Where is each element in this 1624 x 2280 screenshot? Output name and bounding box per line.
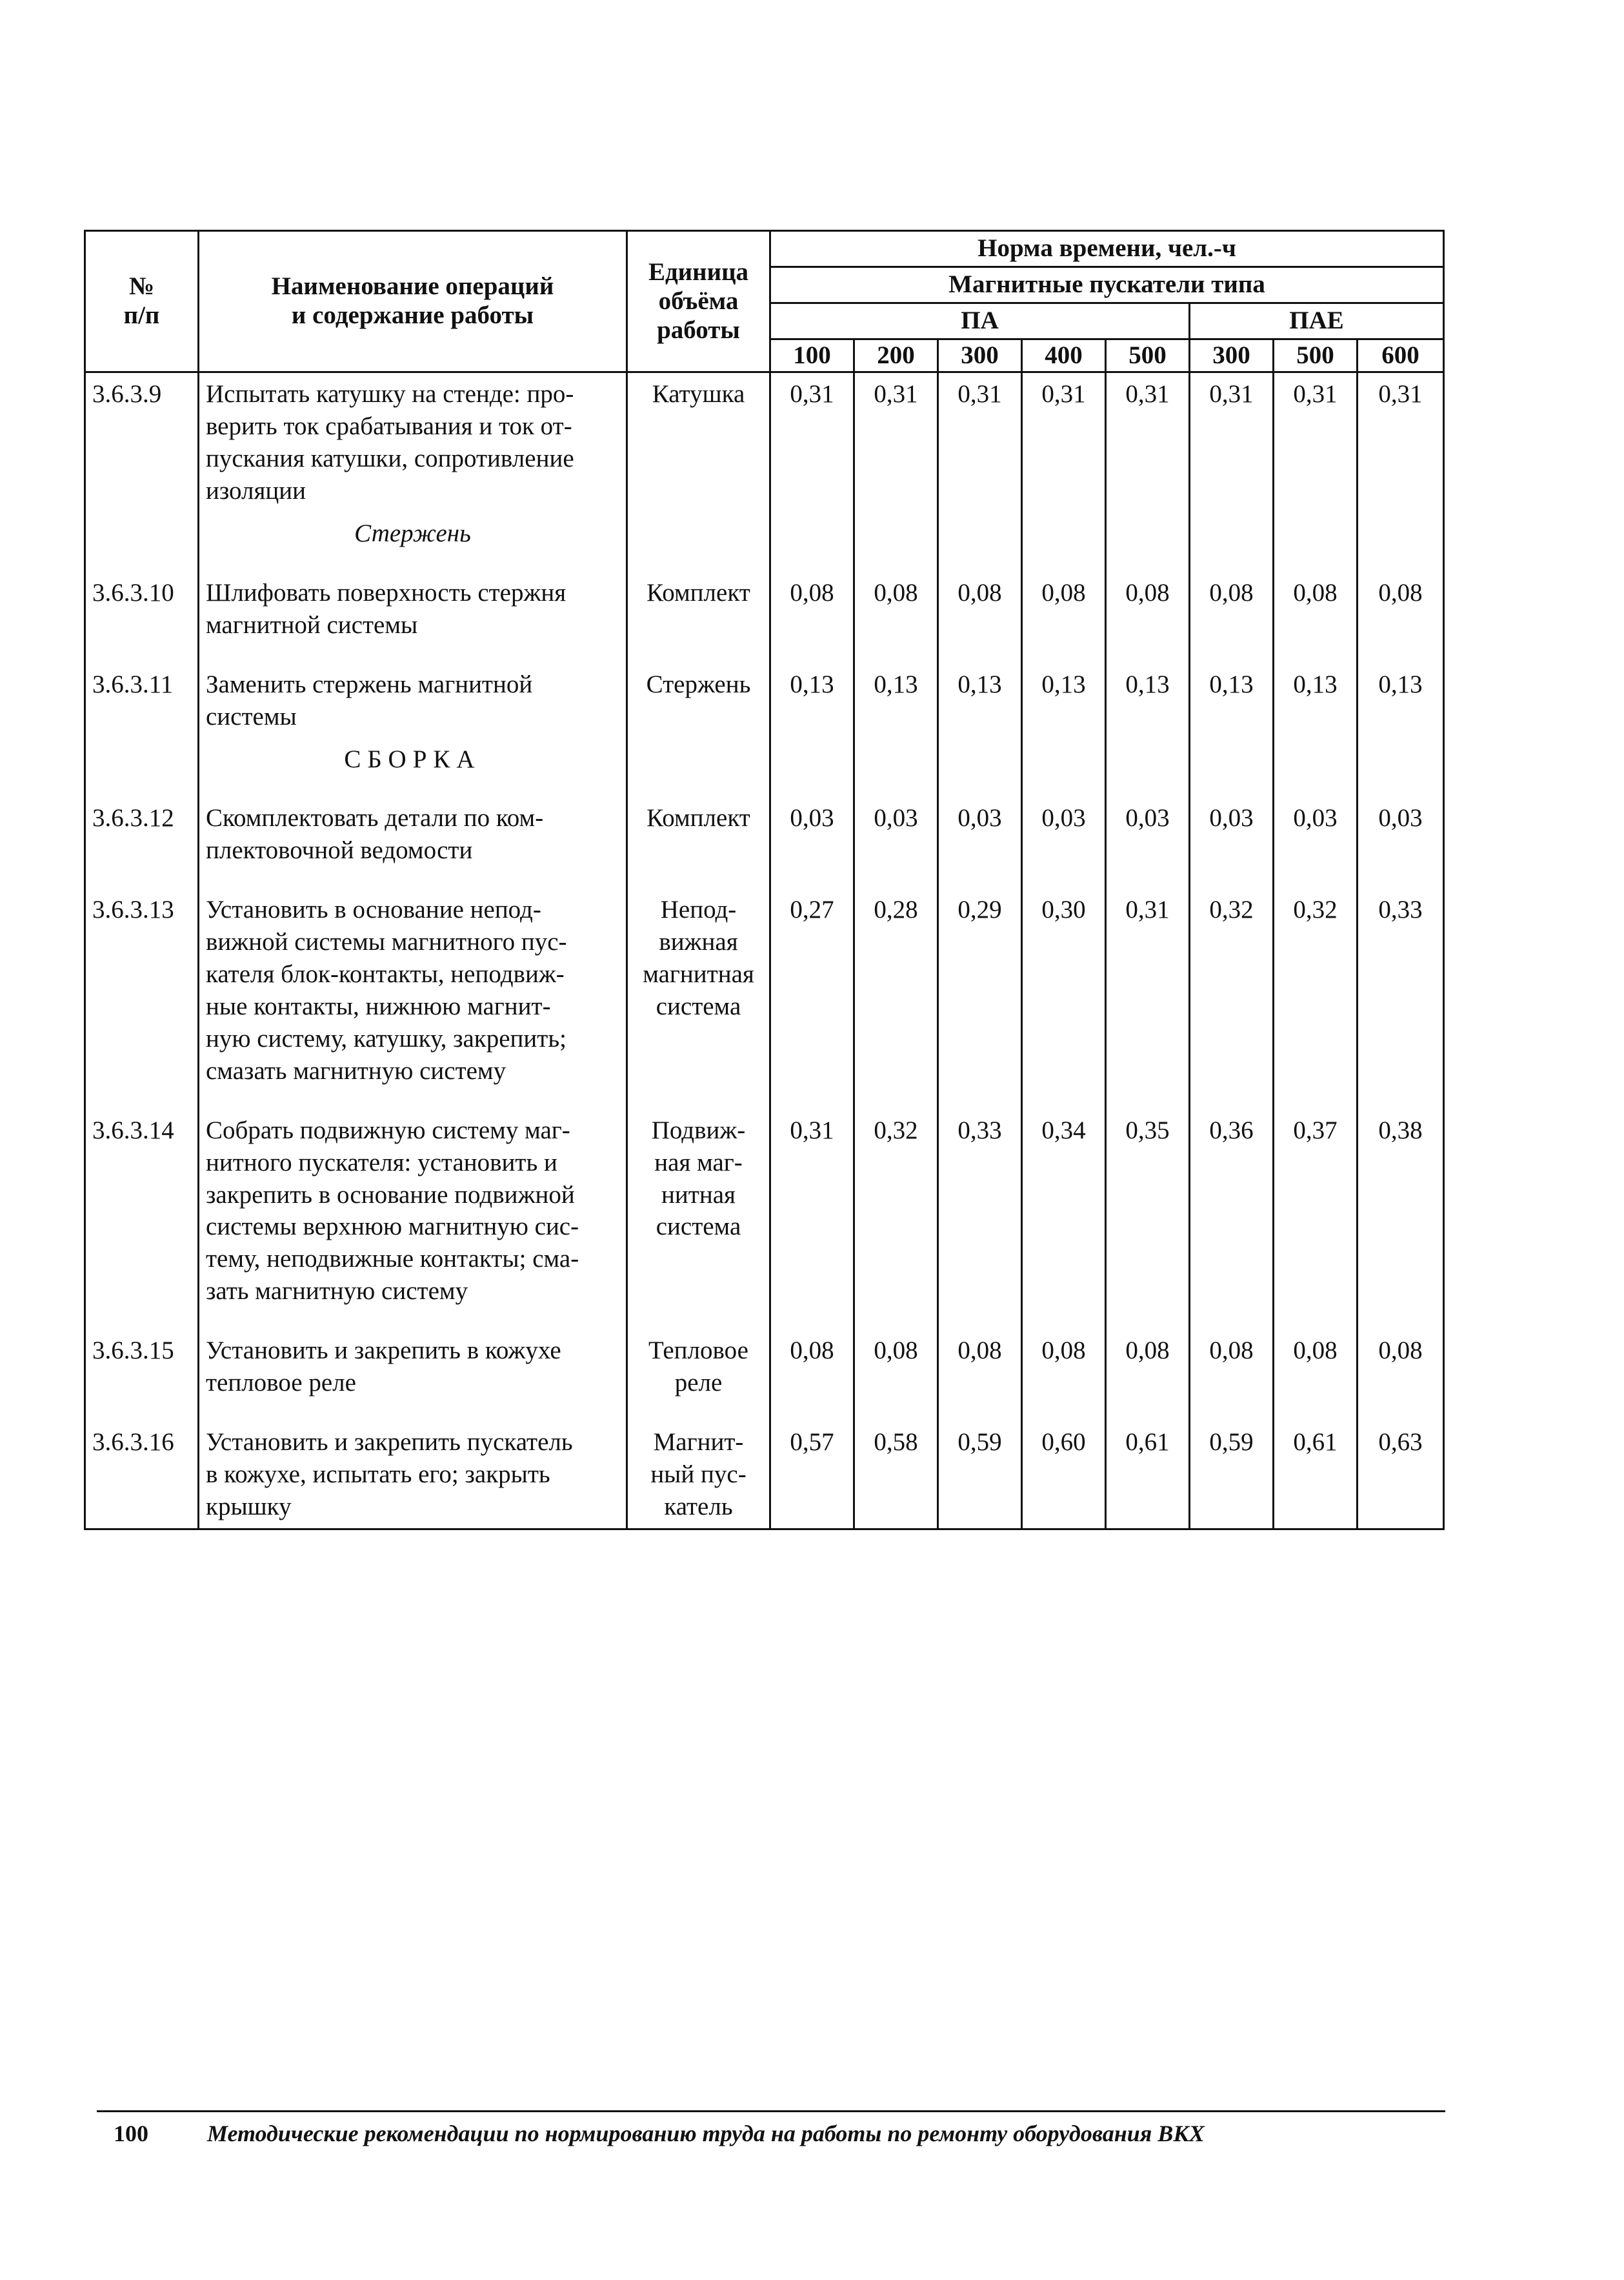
norm-value: 0,31: [1106, 372, 1190, 512]
empty-cell: [938, 512, 1022, 555]
norm-value: 0,03: [1190, 780, 1274, 872]
norm-value: 0,31: [938, 372, 1022, 512]
header-value-col: 200: [854, 339, 938, 372]
header-value-col: 500: [1106, 339, 1190, 372]
header-value-col: 100: [770, 339, 854, 372]
op-description: Шлифовать поверхность стержня магнитной системы: [199, 555, 627, 647]
empty-cell: [1358, 738, 1444, 781]
header-value-col: 400: [1022, 339, 1106, 372]
norm-value: 0,35: [1106, 1093, 1190, 1313]
op-unit: Непод- вижная магнитная система: [627, 872, 770, 1092]
header-norm: Норма времени, чел.-ч: [770, 231, 1444, 267]
norm-value: 0,03: [1358, 780, 1444, 872]
header-group-pa: ПА: [770, 303, 1190, 339]
norm-value: 0,13: [1190, 647, 1274, 738]
norm-value: 0,32: [854, 1093, 938, 1313]
norm-value: 0,63: [1358, 1404, 1444, 1529]
op-number: 3.6.3.14: [85, 1093, 199, 1313]
op-description: Заменить стержень магнитной системы: [199, 647, 627, 738]
norm-value: 0,08: [854, 1313, 938, 1404]
norm-value: 0,31: [770, 372, 854, 512]
norm-value: 0,08: [938, 555, 1022, 647]
norm-value: 0,31: [770, 1093, 854, 1313]
norm-value: 0,08: [770, 555, 854, 647]
norm-value: 0,08: [1190, 555, 1274, 647]
table-row: [85, 872, 1444, 1092]
op-unit: Катушка: [627, 372, 770, 512]
norm-value: 0,30: [1022, 872, 1106, 1092]
empty-cell: [1190, 738, 1274, 781]
norm-value: 0,08: [1358, 555, 1444, 647]
norm-value: 0,08: [770, 1313, 854, 1404]
op-unit: Подвиж- ная маг- нитная система: [627, 1093, 770, 1313]
norm-value: 0,32: [1274, 872, 1358, 1092]
op-description: Скомплектовать детали по ком- плектовочной ведомости: [199, 780, 627, 872]
norm-value: 0,38: [1358, 1093, 1444, 1313]
op-description: Установить и закрепить пускатель в кожухе, испытать его; закрыть крышку: [199, 1404, 627, 1529]
norm-value: 0,59: [1190, 1404, 1274, 1529]
empty-cell: [938, 738, 1022, 781]
table-row: [85, 1313, 1444, 1404]
header-value-col: 600: [1358, 339, 1444, 372]
section-title: СБОРКА: [199, 738, 627, 781]
footer-rule: [97, 2110, 1445, 2112]
norm-value: 0,60: [1022, 1404, 1106, 1529]
header-num: № п/п: [85, 231, 199, 372]
norm-value: 0,08: [1190, 1313, 1274, 1404]
empty-cell: [1190, 512, 1274, 555]
norm-value: 0,31: [1358, 372, 1444, 512]
table-row: [85, 1404, 1444, 1529]
norm-value: 0,08: [938, 1313, 1022, 1404]
op-number: 3.6.3.13: [85, 872, 199, 1092]
table-row: [85, 647, 1444, 738]
table-row: [85, 372, 1444, 512]
time-norms-table: [84, 230, 1445, 1530]
op-description: Установить и закрепить в кожухе тепловое реле: [199, 1313, 627, 1404]
header-name: Наименование операций и содержание работы: [199, 231, 627, 372]
header-group-pae: ПАЕ: [1190, 303, 1444, 339]
norm-value: 0,31: [854, 372, 938, 512]
norm-value: 0,31: [1022, 372, 1106, 512]
norm-value: 0,08: [1022, 555, 1106, 647]
norm-value: 0,13: [770, 647, 854, 738]
empty-cell: [1274, 512, 1358, 555]
empty-cell: [1106, 738, 1190, 781]
norm-value: 0,33: [1358, 872, 1444, 1092]
norm-value: 0,13: [1022, 647, 1106, 738]
norm-value: 0,13: [1106, 647, 1190, 738]
empty-cell: [1022, 512, 1106, 555]
norm-value: 0,13: [1274, 647, 1358, 738]
norm-value: 0,03: [1274, 780, 1358, 872]
norm-value: 0,03: [1106, 780, 1190, 872]
empty-cell: [1358, 512, 1444, 555]
empty-cell: [1022, 738, 1106, 781]
norm-value: 0,57: [770, 1404, 854, 1529]
norm-value: 0,08: [1106, 555, 1190, 647]
page-footer: [114, 2120, 1469, 2147]
op-number: 3.6.3.16: [85, 1404, 199, 1529]
norm-value: 0,34: [1022, 1093, 1106, 1313]
norm-value: 0,13: [854, 647, 938, 738]
empty-cell: [627, 738, 770, 781]
norm-value: 0,28: [854, 872, 938, 1092]
norm-value: 0,31: [1190, 372, 1274, 512]
section-row: [85, 738, 1444, 781]
norm-value: 0,03: [938, 780, 1022, 872]
op-unit: Стержень: [627, 647, 770, 738]
header-unit: Единица объёма работы: [627, 231, 770, 372]
header-value-col: 500: [1274, 339, 1358, 372]
section-num-cell: [85, 738, 199, 781]
norm-value: 0,59: [938, 1404, 1022, 1529]
op-number: 3.6.3.12: [85, 780, 199, 872]
empty-cell: [1106, 512, 1190, 555]
norm-value: 0,13: [1358, 647, 1444, 738]
op-number: 3.6.3.15: [85, 1313, 199, 1404]
table-row: [85, 555, 1444, 647]
header-value-col: 300: [938, 339, 1022, 372]
op-number: 3.6.3.10: [85, 555, 199, 647]
norm-value: 0,27: [770, 872, 854, 1092]
norm-value: 0,33: [938, 1093, 1022, 1313]
norm-value: 0,37: [1274, 1093, 1358, 1313]
table-body: [85, 372, 1444, 1529]
norm-value: 0,32: [1190, 872, 1274, 1092]
empty-cell: [1274, 738, 1358, 781]
empty-cell: [854, 512, 938, 555]
norm-value: 0,29: [938, 872, 1022, 1092]
op-description: Собрать подвижную систему маг- нитного пускателя: установить и закрепить в основание подвижной системы верхнюю магнитную сис- тему, неподвижные контакты; сма- зать магнитную систему: [199, 1093, 627, 1313]
norm-value: 0,36: [1190, 1093, 1274, 1313]
op-number: 3.6.3.11: [85, 647, 199, 738]
op-unit: Комплект: [627, 555, 770, 647]
footer-title: Методические рекомендации по нормированию труда на работы по ремонту оборудования ВКХ: [207, 2121, 1205, 2146]
op-unit: Тепловое реле: [627, 1313, 770, 1404]
empty-cell: [770, 738, 854, 781]
section-num-cell: [85, 512, 199, 555]
op-description: Испытать катушку на стенде: про- верить ток срабатывания и ток от- пускания катушки, сопротивление изоляции: [199, 372, 627, 512]
op-description: Установить в основание непод- вижной системы магнитного пус- кателя блок-контакты, неподвиж- ные контакты, нижнюю магнит- ную систему, катушку, закрепить; смазать магнитную систему: [199, 872, 627, 1092]
norm-value: 0,61: [1274, 1404, 1358, 1529]
op-unit: Магнит- ный пус- катель: [627, 1404, 770, 1529]
norm-value: 0,31: [1274, 372, 1358, 512]
page-number: 100: [114, 2121, 148, 2146]
table-header: [85, 231, 1444, 372]
header-starter-type: Магнитные пускатели типа: [770, 267, 1444, 303]
norm-value: 0,58: [854, 1404, 938, 1529]
norm-value: 0,61: [1106, 1404, 1190, 1529]
op-unit: Комплект: [627, 780, 770, 872]
norm-value: 0,03: [854, 780, 938, 872]
norm-value: 0,08: [854, 555, 938, 647]
section-row: [85, 512, 1444, 555]
norm-value: 0,08: [1106, 1313, 1190, 1404]
norm-value: 0,31: [1106, 872, 1190, 1092]
norm-value: 0,08: [1274, 555, 1358, 647]
table-row: [85, 780, 1444, 872]
section-title: Стержень: [199, 512, 627, 555]
norm-value: 0,08: [1274, 1313, 1358, 1404]
norm-value: 0,03: [1022, 780, 1106, 872]
empty-cell: [770, 512, 854, 555]
header-value-col: 300: [1190, 339, 1274, 372]
table-row: [85, 1093, 1444, 1313]
op-number: 3.6.3.9: [85, 372, 199, 512]
norm-value: 0,03: [770, 780, 854, 872]
norm-value: 0,13: [938, 647, 1022, 738]
empty-cell: [854, 738, 938, 781]
norm-value: 0,08: [1358, 1313, 1444, 1404]
empty-cell: [627, 512, 770, 555]
norm-value: 0,08: [1022, 1313, 1106, 1404]
